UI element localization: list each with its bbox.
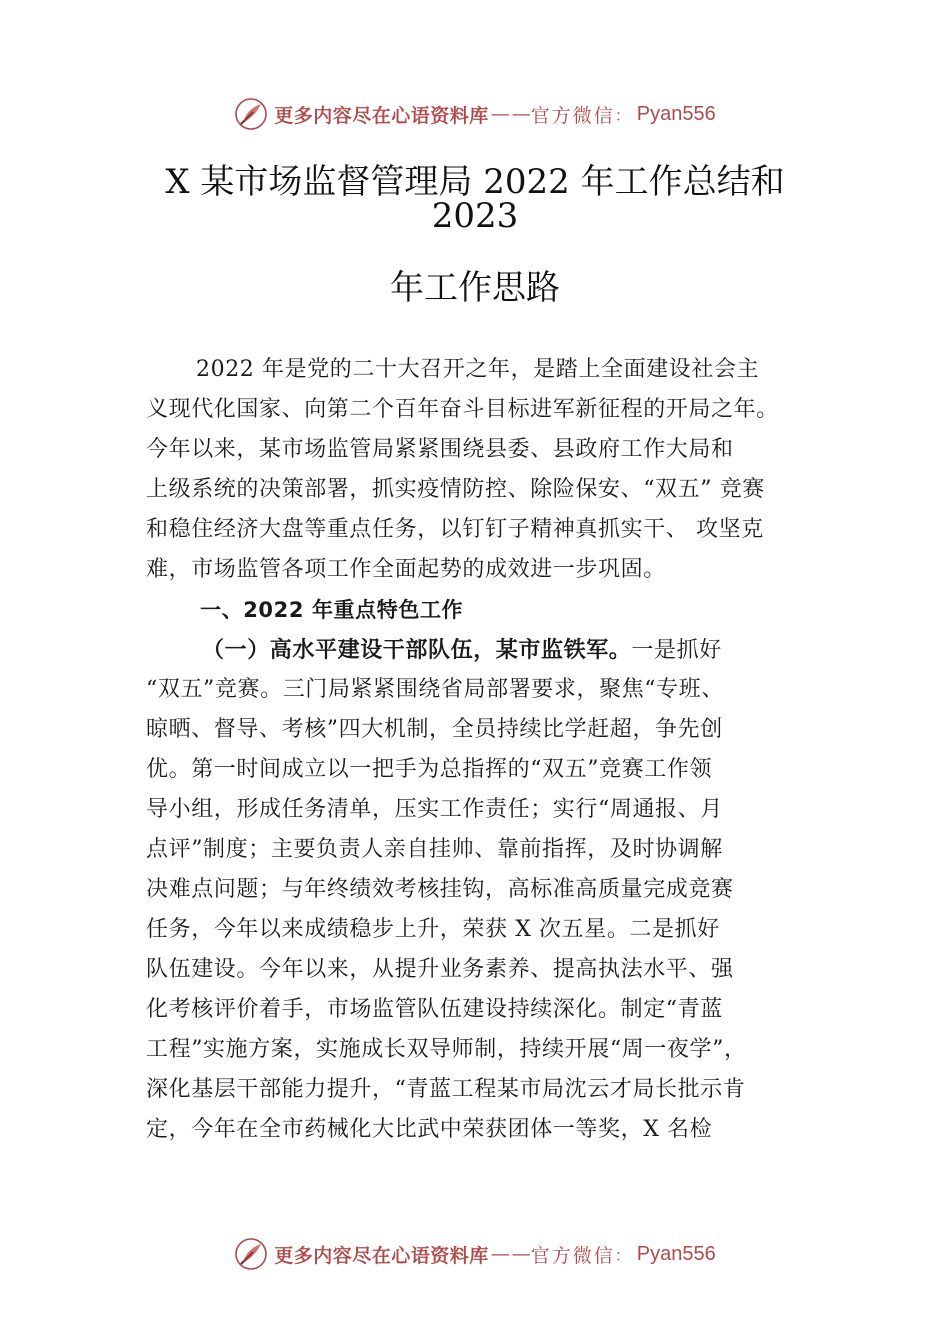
intro-line: 上级系统的决策部署，抓实疫情防控、除险保安、“双五” 竞赛 — [146, 477, 765, 502]
feather-pen-logo-icon — [234, 1237, 268, 1271]
document-body — [146, 350, 818, 1150]
watermark-wechat-id: Pyan556 — [636, 102, 716, 125]
paragraph-line: 队伍建设。今年以来，从提升业务素养、提高执法水平、强 — [146, 957, 734, 982]
sub-heading-rest: 一是抓好 — [631, 638, 722, 663]
watermark-main-text: 更多内容尽在心语资料库 — [274, 1244, 489, 1267]
watermark-separator: — — [490, 1243, 508, 1265]
intro-line: 义现代化国家、向第二个百年奋斗目标进军新征程的开局之年。 — [146, 397, 779, 422]
paragraph-line: 决难点问题；与年终绩效考核挂钩，高标准高质量完成竞赛 — [146, 877, 734, 902]
watermark-colon: ： — [614, 1245, 631, 1265]
paragraph-line: “双五”竞赛。三门局紧紧围绕省局部署要求，聚焦“专班、 — [146, 677, 724, 702]
watermark-wechat-label: 官方微信 — [530, 1244, 615, 1267]
watermark-wechat-id: Pyan556 — [636, 1242, 716, 1265]
paragraph-line: 任务，今年以来成绩稳步上升，荣获 X 次五星。二是抓好 — [146, 917, 720, 942]
watermark-main-text: 更多内容尽在心语资料库 — [274, 104, 489, 127]
intro-line: 今年以来，某市场监管局紧紧围绕县委、县政府工作大局和 — [146, 437, 734, 462]
paragraph-line: 点评”制度；主要负责人亲自挂帅、靠前指挥，及时协调解 — [146, 837, 723, 862]
paragraph-line: 工程”实施方案，实施成长双导师制，持续开展“周一夜学”， — [146, 1037, 747, 1062]
watermark-separator-2: — — [511, 103, 529, 125]
paragraph-line: 优。第一时间成立以一把手为总指挥的“双五”竞赛工作领 — [146, 757, 713, 782]
document-title-line-3: 年工作思路 — [390, 268, 560, 308]
watermark-banner-bottom — [0, 1234, 950, 1274]
watermark-separator: — — [490, 103, 508, 125]
paragraph-line: 晾晒、督导、考核”四大机制，全员持续比学赶超，争先创 — [146, 717, 723, 742]
paragraph-line: 深化基层干部能力提升，“青蓝工程某市局沈云才局长批示肯 — [146, 1077, 746, 1102]
sub-heading-bold: （一）高水平建设干部队伍，某市监铁军。 — [202, 637, 632, 663]
watermark-separator-2: — — [511, 1243, 529, 1265]
section-heading: 一、2022 年重点特色工作 — [200, 598, 464, 622]
intro-line: 难，市场监管各项工作全面起势的成效进一步巩固。 — [146, 557, 666, 582]
document-title-line-1: X 某市场监督管理局 2022 年工作总结和 — [165, 162, 785, 202]
watermark-wechat-label: 官方微信 — [530, 104, 615, 127]
document-title-line-2: 2023 — [431, 196, 519, 236]
intro-line: 2022 年是党的二十大召开之年，是踏上全面建设社会主 — [196, 357, 760, 382]
watermark-banner-top — [0, 94, 950, 134]
paragraph-line: 定，今年在全市药械化大比武中荣获团体一等奖，X 名检 — [146, 1117, 713, 1142]
feather-pen-logo-icon — [234, 97, 268, 131]
intro-line: 和稳住经济大盘等重点任务，以钉钉子精神真抓实干、 攻坚克 — [146, 517, 764, 542]
paragraph-line: 导小组，形成任务清单，压实工作责任；实行“周通报、月 — [146, 797, 723, 822]
paragraph-line: 化考核评价着手，市场监管队伍建设持续深化。制定“青蓝 — [146, 997, 723, 1022]
watermark-colon: ： — [614, 105, 631, 125]
sub-heading-line — [146, 630, 818, 670]
